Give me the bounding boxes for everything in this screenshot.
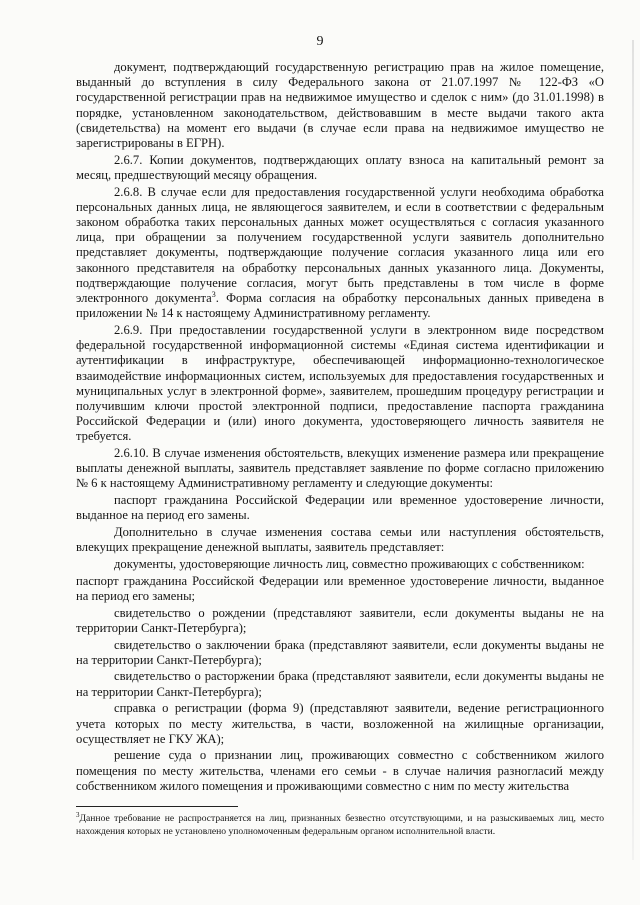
paragraph-additional: Дополнительно в случае изменения состава семьи или наступления обстоятельств, влекущих прекращение денежной выплаты, заявитель представляет: <box>76 525 604 555</box>
document-body <box>76 60 604 796</box>
scan-edge-shadow <box>632 40 634 860</box>
paragraph-egrn-document: документ, подтверждающий государственную регистрацию прав на жилое помещение, выданный до вступления в силу Федерального закона от 21.07.1997 № 122-ФЗ «О государственной регистрации прав на недвижимое имущество и сделок с ним» (до 31.01.1998) в порядке, установленном законодательством, действовавшим в месте выдачи такого акта (свидетельства) на момент его выдачи (в случае если права на недвижимое имущество не зарегистрированы в ЕГРН). <box>76 60 604 151</box>
paragraph-passport: паспорт гражданина Российской Федерации или временное удостоверение личности, выданное на период его замены. <box>76 493 604 523</box>
paragraph-court-decision: решение суда о признании лиц, проживающих совместно с собственником жилого помещения по месту жительства, членами его семьи - в случае наличия разногласий между собственником жилого помещения и проживающими совместно с ним по месту жительства <box>76 748 604 793</box>
paragraph-2-6-10: 2.6.10. В случае изменения обстоятельств, влекущих изменение размера или прекращение выплаты денежной выплаты, заявитель представляет заявление по форме согласно приложению № 6 к настоящему Административному регламенту и следующие документы: <box>76 446 604 491</box>
footnote-reference: 3 <box>211 289 216 299</box>
paragraph-identity-documents: документы, удостоверяющие личность лиц, совместно проживающих с собственником: <box>114 557 585 571</box>
paragraph-divorce-certificate: свидетельство о расторжении брака (представляют заявители, если документы выданы не на территории Санкт-Петербурга); <box>76 669 604 699</box>
paragraph-marriage-certificate: свидетельство о заключении брака (представляют заявители, если документы выданы не на территории Санкт-Петербурга); <box>76 637 604 667</box>
paragraph-registration-certificate: справка о регистрации (форма 9) (представляют заявители, ведение регистрационного учета которых по месту жительства, в части, возложенной на жилищные организации, осуществляет не ГКУ ЖА); <box>76 701 604 746</box>
paragraph-2-6-7: 2.6.7. Копии документов, подтверждающих оплату взноса на капитальный ремонт за месяц, предшествующий месяцу обращения. <box>76 152 604 182</box>
page-number: 9 <box>316 34 324 49</box>
paragraph-birth-certificate: свидетельство о рождении (представляют заявители, если документы выданы не на территории Санкт-Петербурга); <box>76 605 604 635</box>
footnote <box>76 810 604 839</box>
paragraph-2-6-8-text-end: . Форма согласия на обработку персональных данных приведена в приложении № 14 к настоящему Административному регламенту. <box>76 291 605 321</box>
paragraph-2-6-8-text: 2.6.8. В случае если для предоставления государственной услуги необходима обработка персональных данных лица, не являющегося заявителем, и если в соответствии с федеральным законом обработка таких персональных данных может осуществляться с согласия указанного лица, при обращении за получением государственной услуги заявитель дополнительно представляет документы, подтверждающие получение согласия указанного лица или его законного представителя на обработку персональных данных указанного лица. Документы, подтверждающие получение согласия, могут быть представлены в том числе в форме электронного документа <box>76 184 604 306</box>
paragraph-passport-cohabitants: паспорт гражданина Российской Федерации или временное удостоверение личности, выданное на период его замены; <box>76 573 604 603</box>
paragraph-2-6-8 <box>76 185 604 322</box>
footnote-divider <box>76 806 238 807</box>
footnote-text: Данное требование не распространяется на лиц, признанных безвестно отсутствующими, и на разыскиваемых лиц, место нахождения которых не установлено уполномоченным федеральным органом исполнительной власти. <box>76 813 604 837</box>
footnote-marker: 3 <box>76 810 80 819</box>
paragraph-2-6-9: 2.6.9. При предоставлении государственной услуги в электронном виде посредством федеральной государственной информационной системы «Единая система идентификации и аутентификации в инфраструктуре, обеспечивающей информационно-технологическое взаимодействие информационных систем, используемых для предоставления государственных и муниципальных услуг в электронной форме», заявителем, прошедшим процедуру регистрации и получившим ключи простой электронной подписи, предоставление паспорта гражданина Российской Федерации и (или) иного документа, удостоверяющего личность заявителя не требуется. <box>76 322 604 444</box>
